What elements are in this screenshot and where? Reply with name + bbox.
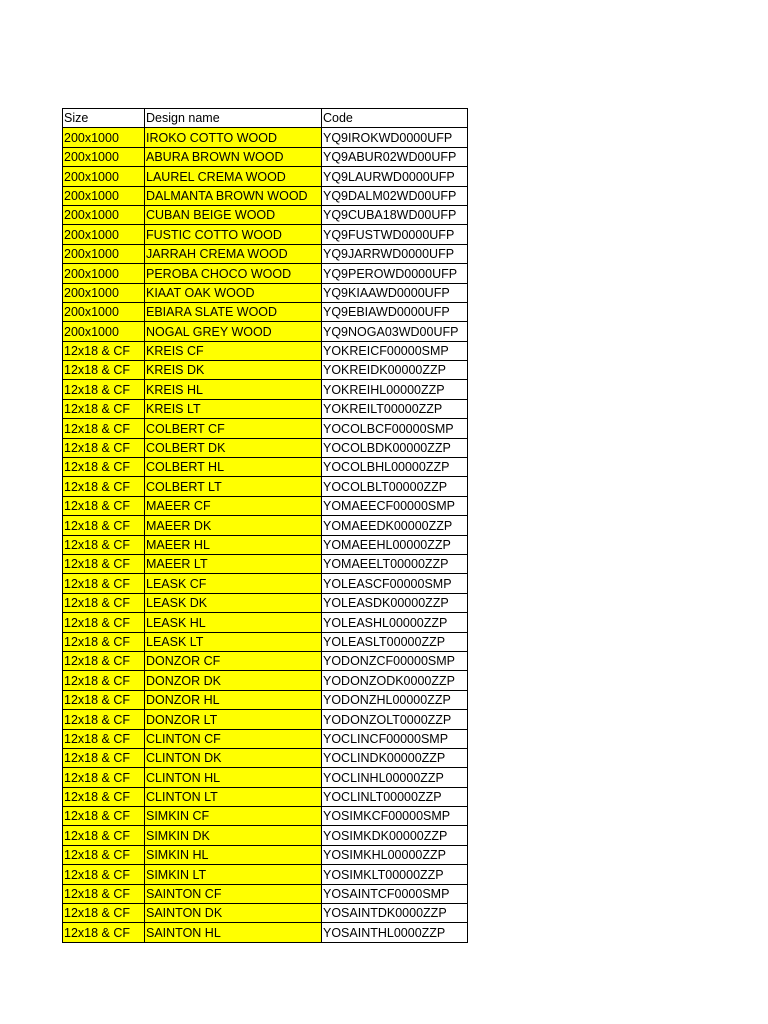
size-cell[interactable]: 12x18 & CF	[63, 710, 145, 729]
code-cell[interactable]: YOKREICF00000SMP	[322, 341, 468, 360]
table-row	[63, 128, 468, 147]
table-row	[63, 477, 468, 496]
design-name-cell[interactable]: KREIS CF	[145, 341, 322, 360]
size-cell[interactable]: 12x18 & CF	[63, 458, 145, 477]
table-body	[63, 128, 468, 942]
design-name-cell[interactable]: CLINTON HL	[145, 768, 322, 787]
design-name-cell[interactable]: EBIARA SLATE WOOD	[145, 302, 322, 321]
size-cell[interactable]: 12x18 & CF	[63, 399, 145, 418]
table-row	[63, 322, 468, 341]
design-name-cell[interactable]: KREIS HL	[145, 380, 322, 399]
size-cell[interactable]: 12x18 & CF	[63, 341, 145, 360]
table-row	[63, 768, 468, 787]
table-row	[63, 845, 468, 864]
size-cell[interactable]: 200x1000	[63, 302, 145, 321]
table-row	[63, 264, 468, 283]
table-row	[63, 632, 468, 651]
size-cell[interactable]: 200x1000	[63, 186, 145, 205]
design-name-cell[interactable]: CUBAN BEIGE WOOD	[145, 205, 322, 224]
table-row	[63, 361, 468, 380]
size-cell[interactable]: 12x18 & CF	[63, 826, 145, 845]
design-name-cell[interactable]: LEASK DK	[145, 593, 322, 612]
code-cell[interactable]: YOCOLBCF00000SMP	[322, 419, 468, 438]
table-row	[63, 380, 468, 399]
design-name-cell[interactable]: DONZOR LT	[145, 710, 322, 729]
table-row	[63, 729, 468, 748]
size-cell[interactable]: 12x18 & CF	[63, 380, 145, 399]
size-cell[interactable]: 12x18 & CF	[63, 632, 145, 651]
design-name-cell[interactable]: SIMKIN CF	[145, 807, 322, 826]
size-cell[interactable]: 12x18 & CF	[63, 613, 145, 632]
code-cell[interactable]: YOLEASLT00000ZZP	[322, 632, 468, 651]
code-cell[interactable]: YOKREILT00000ZZP	[322, 399, 468, 418]
code-cell[interactable]: YOCLINLT00000ZZP	[322, 787, 468, 806]
code-cell[interactable]: YQ9KIAAWD0000UFP	[322, 283, 468, 302]
design-name-cell[interactable]: KREIS DK	[145, 361, 322, 380]
size-cell[interactable]: 12x18 & CF	[63, 671, 145, 690]
size-cell[interactable]: 12x18 & CF	[63, 361, 145, 380]
design-name-cell[interactable]: JARRAH CREMA WOOD	[145, 244, 322, 263]
code-cell[interactable]: YOKREIHL00000ZZP	[322, 380, 468, 399]
size-cell[interactable]: 200x1000	[63, 225, 145, 244]
design-name-cell[interactable]: COLBERT CF	[145, 419, 322, 438]
table-row	[63, 283, 468, 302]
code-cell[interactable]: YQ9ABUR02WD00UFP	[322, 147, 468, 166]
size-cell[interactable]: 12x18 & CF	[63, 768, 145, 787]
design-name-cell[interactable]: LEASK LT	[145, 632, 322, 651]
code-cell[interactable]: YODONZODK0000ZZP	[322, 671, 468, 690]
size-cell[interactable]: 12x18 & CF	[63, 787, 145, 806]
code-cell[interactable]: YOMAEELT00000ZZP	[322, 554, 468, 573]
code-cell[interactable]: YOCLINDK00000ZZP	[322, 748, 468, 767]
table-row	[63, 923, 468, 942]
table-row	[63, 593, 468, 612]
code-cell[interactable]: YQ9NOGA03WD00UFP	[322, 322, 468, 341]
design-name-cell[interactable]: CLINTON LT	[145, 787, 322, 806]
size-cell[interactable]: 12x18 & CF	[63, 438, 145, 457]
design-name-cell[interactable]: CLINTON DK	[145, 748, 322, 767]
table-row	[63, 535, 468, 554]
table-row	[63, 651, 468, 670]
design-name-cell[interactable]: SAINTON CF	[145, 884, 322, 903]
code-cell[interactable]: YQ9IROKWD0000UFP	[322, 128, 468, 147]
size-cell[interactable]: 12x18 & CF	[63, 574, 145, 593]
size-cell[interactable]: 200x1000	[63, 283, 145, 302]
design-name-cell[interactable]: KREIS LT	[145, 399, 322, 418]
size-cell[interactable]: 12x18 & CF	[63, 516, 145, 535]
design-name-cell[interactable]: DONZOR CF	[145, 651, 322, 670]
code-cell[interactable]: YQ9PEROWD0000UFP	[322, 264, 468, 283]
size-cell[interactable]: 12x18 & CF	[63, 477, 145, 496]
table-row	[63, 690, 468, 709]
design-name-cell[interactable]: KIAAT OAK WOOD	[145, 283, 322, 302]
design-name-cell[interactable]: SIMKIN LT	[145, 865, 322, 884]
table-row	[63, 554, 468, 573]
table-row	[63, 186, 468, 205]
size-cell[interactable]: 12x18 & CF	[63, 748, 145, 767]
table-row	[63, 341, 468, 360]
table-row	[63, 302, 468, 321]
design-name-cell[interactable]: COLBERT HL	[145, 458, 322, 477]
table-row	[63, 613, 468, 632]
header-design-name[interactable]: Design name	[145, 109, 322, 128]
table-row	[63, 807, 468, 826]
table-row	[63, 419, 468, 438]
design-name-cell[interactable]: DALMANTA BROWN WOOD	[145, 186, 322, 205]
design-name-cell[interactable]: DONZOR DK	[145, 671, 322, 690]
code-cell[interactable]: YODONZHL00000ZZP	[322, 690, 468, 709]
design-name-cell[interactable]: SIMKIN DK	[145, 826, 322, 845]
code-cell[interactable]: YQ9EBIAWD0000UFP	[322, 302, 468, 321]
size-cell[interactable]: 200x1000	[63, 264, 145, 283]
design-name-cell[interactable]: CLINTON CF	[145, 729, 322, 748]
design-name-cell[interactable]: LEASK CF	[145, 574, 322, 593]
design-name-cell[interactable]: MAEER DK	[145, 516, 322, 535]
size-cell[interactable]: 12x18 & CF	[63, 496, 145, 515]
code-cell[interactable]: YQ9DALM02WD00UFP	[322, 186, 468, 205]
size-cell[interactable]: 12x18 & CF	[63, 651, 145, 670]
size-cell[interactable]: 12x18 & CF	[63, 865, 145, 884]
table-row	[63, 710, 468, 729]
table-row	[63, 516, 468, 535]
code-cell[interactable]: YOSIMKDK00000ZZP	[322, 826, 468, 845]
design-name-cell[interactable]: FUSTIC COTTO WOOD	[145, 225, 322, 244]
design-name-cell[interactable]: MAEER CF	[145, 496, 322, 515]
code-cell[interactable]: YOLEASHL00000ZZP	[322, 613, 468, 632]
design-name-cell[interactable]: LAUREL CREMA WOOD	[145, 167, 322, 186]
size-cell[interactable]: 12x18 & CF	[63, 593, 145, 612]
table-row	[63, 147, 468, 166]
size-cell[interactable]: 200x1000	[63, 167, 145, 186]
code-cell[interactable]: YODONZCF00000SMP	[322, 651, 468, 670]
size-cell[interactable]: 12x18 & CF	[63, 807, 145, 826]
table-row	[63, 399, 468, 418]
size-cell[interactable]: 12x18 & CF	[63, 923, 145, 942]
code-cell[interactable]: YOCOLBHL00000ZZP	[322, 458, 468, 477]
code-cell[interactable]: YOSAINTCF0000SMP	[322, 884, 468, 903]
code-cell[interactable]: YQ9LAURWD0000UFP	[322, 167, 468, 186]
table-row	[63, 225, 468, 244]
table-row	[63, 787, 468, 806]
code-cell[interactable]: YOCOLBLT00000ZZP	[322, 477, 468, 496]
header-size[interactable]: Size	[63, 109, 145, 128]
code-cell[interactable]: YOSIMKLT00000ZZP	[322, 865, 468, 884]
size-cell[interactable]: 200x1000	[63, 244, 145, 263]
table-row	[63, 458, 468, 477]
design-name-cell[interactable]: DONZOR HL	[145, 690, 322, 709]
design-name-cell[interactable]: SAINTON HL	[145, 923, 322, 942]
design-name-cell[interactable]: SIMKIN HL	[145, 845, 322, 864]
table-row	[63, 865, 468, 884]
table-row	[63, 167, 468, 186]
design-name-cell[interactable]: NOGAL GREY WOOD	[145, 322, 322, 341]
code-cell[interactable]: YOSIMKHL00000ZZP	[322, 845, 468, 864]
code-cell[interactable]: YOMAEEDK00000ZZP	[322, 516, 468, 535]
size-cell[interactable]: 12x18 & CF	[63, 419, 145, 438]
code-cell[interactable]: YOCOLBDK00000ZZP	[322, 438, 468, 457]
table-row	[63, 671, 468, 690]
design-name-cell[interactable]: PEROBA CHOCO WOOD	[145, 264, 322, 283]
size-cell[interactable]: 12x18 & CF	[63, 884, 145, 903]
code-cell[interactable]: YOSAINTHL0000ZZP	[322, 923, 468, 942]
table-row	[63, 244, 468, 263]
code-cell[interactable]: YOSAINTDK0000ZZP	[322, 904, 468, 923]
code-cell[interactable]: YODONZOLT0000ZZP	[322, 710, 468, 729]
size-cell[interactable]: 200x1000	[63, 128, 145, 147]
product-code-table	[62, 108, 468, 943]
table-row	[63, 438, 468, 457]
design-name-cell[interactable]: IROKO COTTO WOOD	[145, 128, 322, 147]
size-cell[interactable]: 12x18 & CF	[63, 690, 145, 709]
design-name-cell[interactable]: LEASK HL	[145, 613, 322, 632]
code-cell[interactable]: YOCLINHL00000ZZP	[322, 768, 468, 787]
table-row	[63, 205, 468, 224]
size-cell[interactable]: 200x1000	[63, 205, 145, 224]
header-row	[63, 109, 468, 128]
code-cell[interactable]: YQ9CUBA18WD00UFP	[322, 205, 468, 224]
size-cell[interactable]: 200x1000	[63, 147, 145, 166]
size-cell[interactable]: 200x1000	[63, 322, 145, 341]
design-name-cell[interactable]: COLBERT LT	[145, 477, 322, 496]
design-name-cell[interactable]: ABURA BROWN WOOD	[145, 147, 322, 166]
size-cell[interactable]: 12x18 & CF	[63, 535, 145, 554]
design-name-cell[interactable]: COLBERT DK	[145, 438, 322, 457]
design-name-cell[interactable]: MAEER HL	[145, 535, 322, 554]
size-cell[interactable]: 12x18 & CF	[63, 845, 145, 864]
table-row	[63, 574, 468, 593]
code-cell[interactable]: YOLEASDK00000ZZP	[322, 593, 468, 612]
code-cell[interactable]: YOSIMKCF00000SMP	[322, 807, 468, 826]
table-row	[63, 884, 468, 903]
table-row	[63, 496, 468, 515]
table-row	[63, 904, 468, 923]
code-cell[interactable]: YOMAEEHL00000ZZP	[322, 535, 468, 554]
table-row	[63, 826, 468, 845]
code-cell[interactable]: YQ9JARRWD0000UFP	[322, 244, 468, 263]
header-code[interactable]: Code	[322, 109, 468, 128]
code-cell[interactable]: YOKREIDK00000ZZP	[322, 361, 468, 380]
design-name-cell[interactable]: MAEER LT	[145, 554, 322, 573]
size-cell[interactable]: 12x18 & CF	[63, 729, 145, 748]
code-cell[interactable]: YQ9FUSTWD0000UFP	[322, 225, 468, 244]
size-cell[interactable]: 12x18 & CF	[63, 554, 145, 573]
code-cell[interactable]: YOMAEECF00000SMP	[322, 496, 468, 515]
design-name-cell[interactable]: SAINTON DK	[145, 904, 322, 923]
code-cell[interactable]: YOLEASCF00000SMP	[322, 574, 468, 593]
table-row	[63, 748, 468, 767]
size-cell[interactable]: 12x18 & CF	[63, 904, 145, 923]
code-cell[interactable]: YOCLINCF00000SMP	[322, 729, 468, 748]
